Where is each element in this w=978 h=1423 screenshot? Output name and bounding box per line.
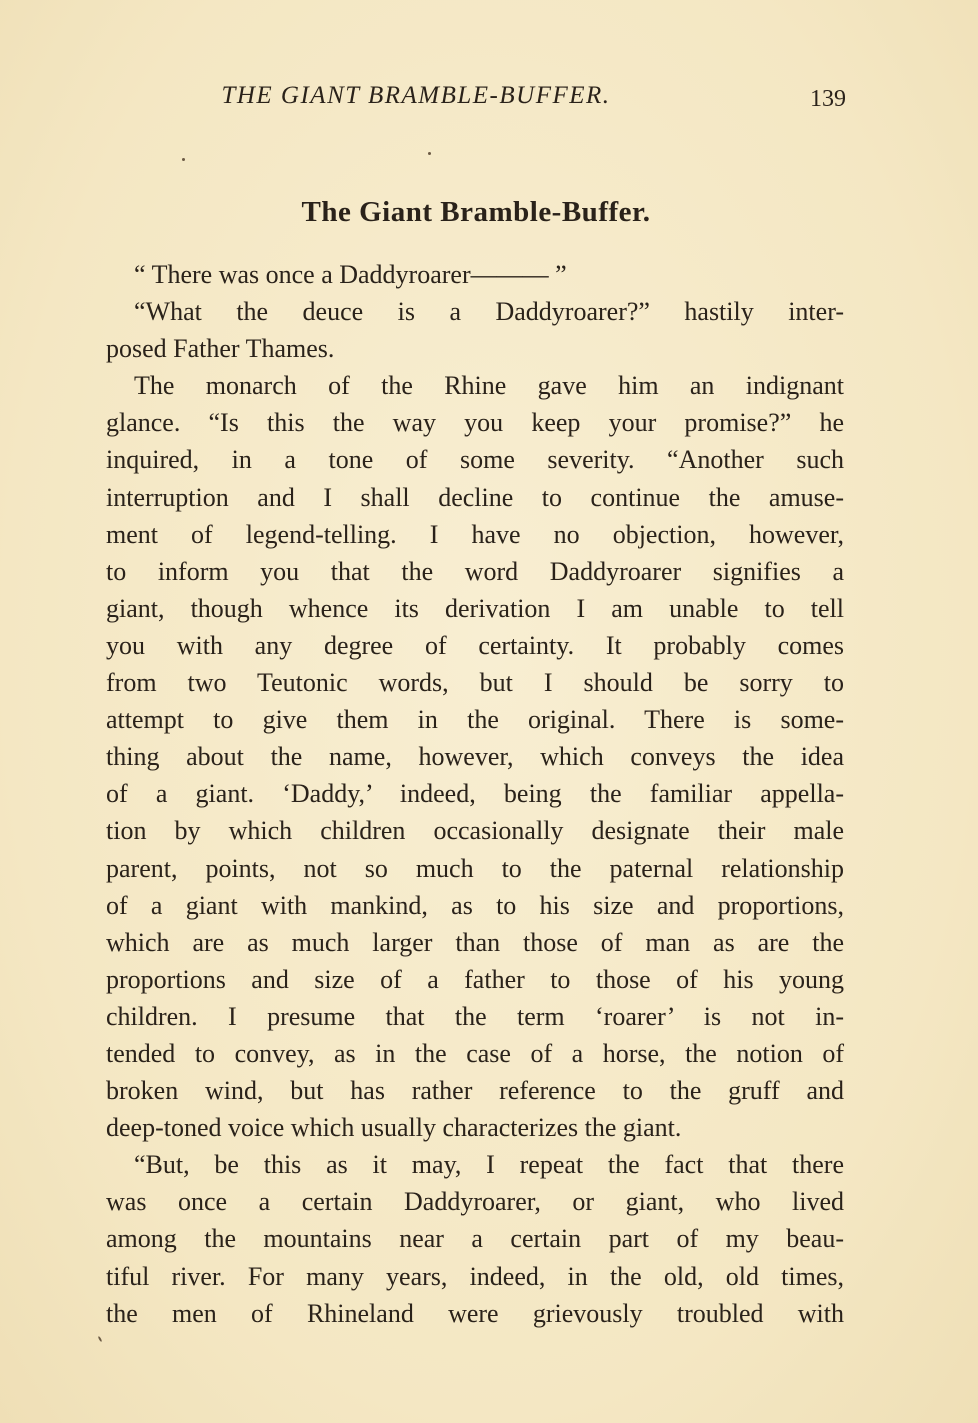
text-line: inquired, in a tone of some severity. “Another such	[106, 445, 844, 475]
running-head	[106, 82, 846, 122]
text-line: posed Father Thames.	[106, 334, 335, 364]
running-title: THE GIANT BRAMBLE-BUFFER.	[221, 82, 611, 109]
text-line: to inform you that the word Daddyroarer signifies a	[106, 556, 844, 586]
text-line: was once a certain Daddyroarer, or giant, who lived	[106, 1187, 844, 1217]
paper-speck	[98, 1336, 103, 1342]
text-line: deep-toned voice which usually characterizes the giant.	[106, 1113, 682, 1143]
text-line: interruption and I shall decline to continue the amuse-	[106, 482, 844, 512]
text-line: which are as much larger than those of man as are the	[106, 927, 844, 957]
text-line: you with any degree of certainty. It probably comes	[106, 630, 844, 660]
text-line: “But, be this as it may, I repeat the fact that there	[134, 1150, 844, 1180]
text-line: of a giant. ‘Daddy,’ indeed, being the familiar appella-	[106, 779, 844, 809]
text-line: broken wind, but has rather reference to the gruff and	[106, 1076, 844, 1106]
text-line: ment of legend-telling. I have no objection, however,	[106, 519, 844, 549]
text-line: tion by which children occasionally designate their male	[106, 816, 844, 846]
text-line: parent, points, not so much to the paternal relationship	[106, 853, 844, 883]
text-line: of a giant with mankind, as to his size and proportions,	[106, 890, 844, 920]
page-number: 139	[810, 86, 846, 112]
text-line: The monarch of the Rhine gave him an indignant	[134, 371, 844, 401]
text-line: tiful river. For many years, indeed, in the old, old times,	[106, 1261, 844, 1291]
text-line: glance. “Is this the way you keep your promise?” he	[106, 408, 844, 438]
text-line: among the mountains near a certain part of my beau-	[106, 1224, 844, 1254]
text-line: from two Teutonic words, but I should be sorry to	[106, 668, 844, 698]
text-line: proportions and size of a father to those of his young	[106, 964, 844, 994]
paper-speck	[428, 152, 431, 155]
text-line: attempt to give them in the original. There is some-	[106, 705, 844, 735]
text-line: the men of Rhineland were grievously troubled with	[106, 1298, 844, 1328]
text-line: “ There was once a Daddyroarer——— ”	[134, 260, 567, 289]
paper-speck	[182, 158, 185, 161]
text-line: children. I presume that the term ‘roarer’ is not in-	[106, 1001, 844, 1031]
body-text	[106, 256, 844, 1332]
text-line: thing about the name, however, which conveys the idea	[106, 742, 844, 772]
text-line: tended to convey, as in the case of a horse, the notion of	[106, 1038, 844, 1068]
chapter-title: The Giant Bramble-Buffer.	[301, 196, 651, 228]
text-line: giant, though whence its derivation I am unable to tell	[106, 593, 844, 623]
text-line: “What the deuce is a Daddyroarer?” hastily inter-	[134, 297, 844, 327]
